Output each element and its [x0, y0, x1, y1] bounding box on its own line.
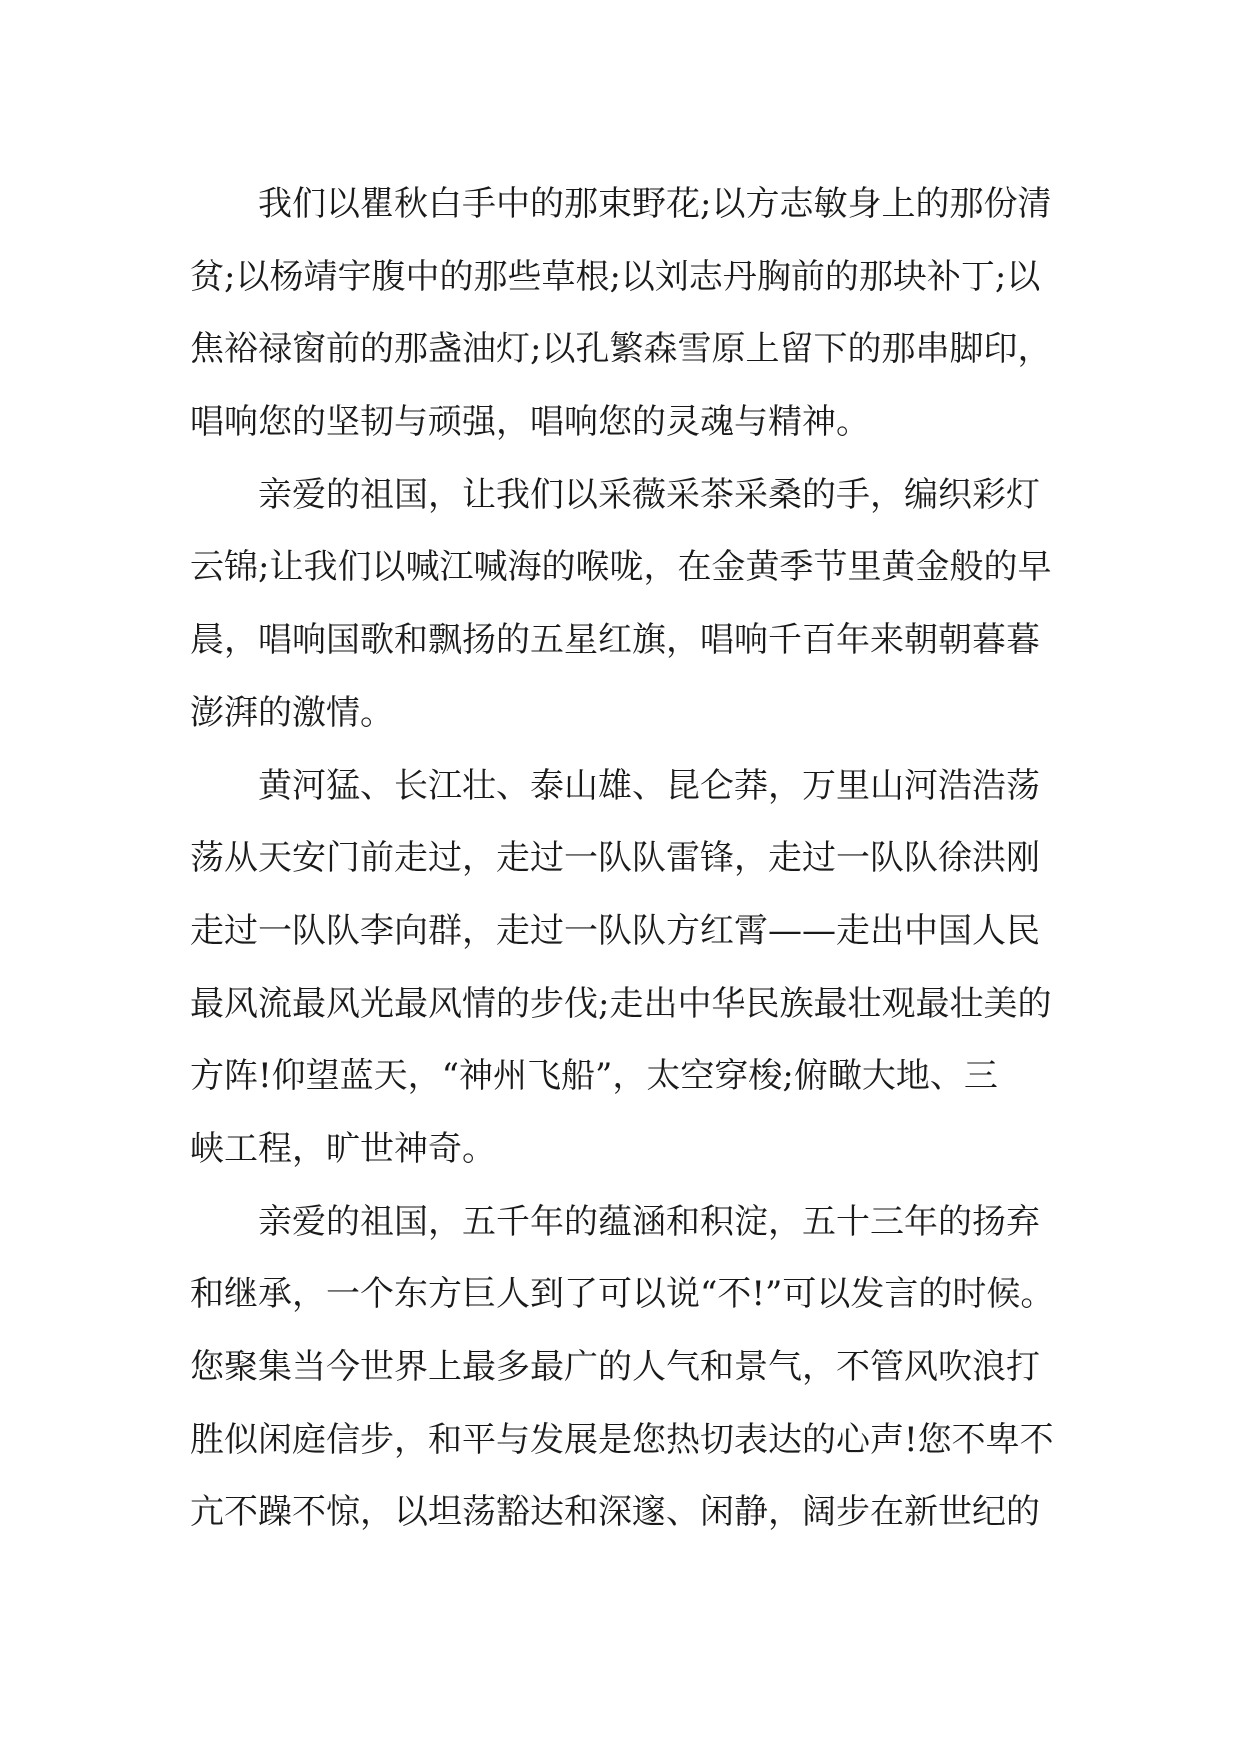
text-line: 亢不躁不惊，以坦荡豁达和深邃、闲静，阔步在新世纪的: [190, 1492, 1040, 1533]
text-line: 亲爱的祖国，让我们以采薇采茶采桑的手，编织彩灯: [258, 474, 1040, 515]
body-text: [190, 168, 1062, 1549]
text-line: 方阵!仰望蓝天，“神州飞船”，太空穿梭;俯瞰大地、三: [190, 1056, 998, 1097]
text-line: 峡工程，旷世神奇。: [190, 1128, 496, 1169]
text-line: 黄河猛、长江壮、泰山雄、昆仑莽，万里山河浩浩荡: [258, 765, 1040, 806]
text-line: 您聚集当今世界上最多最广的人气和景气，不管风吹浪打: [190, 1347, 1040, 1387]
text-line: 我们以瞿秋白手中的那束野花;以方志敏身上的那份清: [258, 184, 1052, 224]
text-line: 唱响您的坚韧与顽强，唱响您的灵魂与精神。: [190, 402, 870, 443]
text-line: 云锦;让我们以喊江喊海的喉咙，在金黄季节里黄金般的早: [190, 547, 1052, 588]
text-line: 贫;以杨靖宇腹中的那些草根;以刘志丹胸前的那块补丁;以: [190, 256, 1041, 297]
text-line: 澎湃的激情。: [190, 692, 394, 733]
text-line: 晨，唱响国歌和飘扬的五星红旗，唱响千百年来朝朝暮暮: [190, 620, 1040, 661]
text-line: 和继承，一个东方巨人到了可以说“不!”可以发言的时候。: [190, 1274, 1055, 1315]
text-line: 走过一队队李向群，走过一队队方红霄——走出中国人民: [190, 910, 1040, 951]
text-line: 胜似闲庭信步，和平与发展是您热切表达的心声!您不卑不: [190, 1419, 1054, 1460]
text-line: 最风流最风光最风情的步伐;走出中华民族最壮观最壮美的: [190, 983, 1052, 1024]
text-line: 荡从天安门前走过，走过一队队雷锋，走过一队队徐洪刚: [190, 838, 1040, 879]
text-line: 焦裕禄窗前的那盏油灯;以孔繁森雪原上留下的那串脚印，: [190, 329, 1052, 370]
text-line: 亲爱的祖国，五千年的蕴涵和积淀，五十三年的扬弃: [258, 1201, 1040, 1242]
